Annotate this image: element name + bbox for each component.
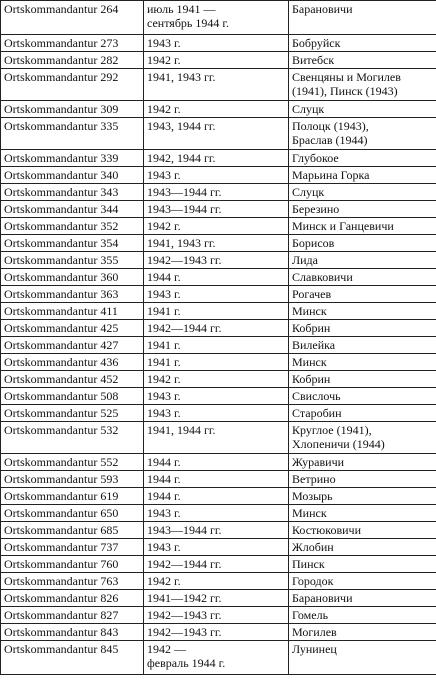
table-row (1, 269, 436, 286)
period-cell: 1943 г. (144, 388, 289, 405)
table-row (1, 573, 436, 590)
place-cell: Барановичи (289, 1, 436, 35)
unit-cell: Ortskommandantur 309 (1, 101, 144, 118)
period-cell: 1943 г. (144, 539, 289, 556)
place-cell: Кобрин (289, 320, 436, 337)
place-cell: Жлобин (289, 539, 436, 556)
table-row (1, 69, 436, 101)
place-cell: Вилейка (289, 337, 436, 354)
table-row (1, 556, 436, 573)
unit-cell: Ortskommandantur 525 (1, 405, 144, 422)
table-row (1, 320, 436, 337)
place-cell: Полоцк (1943), Браслав (1944) (289, 118, 436, 150)
place-cell: Славковичи (289, 269, 436, 286)
period-cell: 1941, 1943 гг. (144, 69, 289, 101)
table-row (1, 150, 436, 167)
table-body (1, 1, 436, 675)
unit-cell: Ortskommandantur 264 (1, 1, 144, 35)
period-cell: 1942 г. (144, 52, 289, 69)
place-cell: Старобин (289, 405, 436, 422)
unit-cell: Ortskommandantur 425 (1, 320, 144, 337)
table-row (1, 354, 436, 371)
table-row (1, 405, 436, 422)
period-cell: 1942 — февраль 1944 г. (144, 641, 289, 675)
table-row (1, 1, 436, 35)
period-cell: 1943—1944 гг. (144, 184, 289, 201)
unit-cell: Ortskommandantur 411 (1, 303, 144, 320)
table-row (1, 218, 436, 235)
period-cell: 1942 г. (144, 573, 289, 590)
place-cell: Круглое (1941), Хлопеничи (1944) (289, 422, 436, 454)
period-cell: 1941—1942 гг. (144, 590, 289, 607)
table-row (1, 454, 436, 471)
table-row (1, 101, 436, 118)
table-row (1, 590, 436, 607)
unit-cell: Ortskommandantur 340 (1, 167, 144, 184)
place-cell: Свислочь (289, 388, 436, 405)
place-cell: Слуцк (289, 184, 436, 201)
unit-cell: Ortskommandantur 763 (1, 573, 144, 590)
place-cell: Свенцяны и Могилев (1941), Пинск (1943) (289, 69, 436, 101)
place-cell: Костюковичи (289, 522, 436, 539)
period-cell: 1943—1944 гг. (144, 522, 289, 539)
unit-cell: Ortskommandantur 427 (1, 337, 144, 354)
table-row (1, 624, 436, 641)
unit-cell: Ortskommandantur 355 (1, 252, 144, 269)
place-cell: Минск (289, 354, 436, 371)
table-row (1, 422, 436, 454)
table-row (1, 303, 436, 320)
table-row (1, 252, 436, 269)
place-cell: Журавичи (289, 454, 436, 471)
unit-cell: Ortskommandantur 335 (1, 118, 144, 150)
table-row (1, 539, 436, 556)
unit-cell: Ortskommandantur 508 (1, 388, 144, 405)
table-row (1, 371, 436, 388)
period-cell: 1944 г. (144, 488, 289, 505)
unit-cell: Ortskommandantur 339 (1, 150, 144, 167)
period-cell: 1942 г. (144, 218, 289, 235)
unit-cell: Ortskommandantur 552 (1, 454, 144, 471)
period-cell: 1941 г. (144, 354, 289, 371)
table-row (1, 35, 436, 52)
table-row (1, 52, 436, 69)
place-cell: Марьина Горка (289, 167, 436, 184)
period-cell: 1941, 1943 гг. (144, 235, 289, 252)
place-cell: Лунинец (289, 641, 436, 675)
period-cell: 1943 г. (144, 35, 289, 52)
place-cell: Минск и Ганцевичи (289, 218, 436, 235)
period-cell: 1943, 1944 гг. (144, 118, 289, 150)
place-cell: Лида (289, 252, 436, 269)
place-cell: Городок (289, 573, 436, 590)
place-cell: Минск (289, 303, 436, 320)
period-cell: 1942 г. (144, 101, 289, 118)
unit-cell: Ortskommandantur 845 (1, 641, 144, 675)
place-cell: Борисов (289, 235, 436, 252)
unit-cell: Ortskommandantur 360 (1, 269, 144, 286)
unit-cell: Ortskommandantur 593 (1, 471, 144, 488)
unit-cell: Ortskommandantur 827 (1, 607, 144, 624)
unit-cell: Ortskommandantur 452 (1, 371, 144, 388)
place-cell: Пинск (289, 556, 436, 573)
place-cell: Бобруйск (289, 35, 436, 52)
table-row (1, 235, 436, 252)
unit-cell: Ortskommandantur 826 (1, 590, 144, 607)
place-cell: Кобрин (289, 371, 436, 388)
period-cell: 1942—1943 гг. (144, 607, 289, 624)
period-cell: 1943 г. (144, 505, 289, 522)
table-row (1, 488, 436, 505)
place-cell: Минск (289, 505, 436, 522)
table-row (1, 184, 436, 201)
unit-cell: Ortskommandantur 737 (1, 539, 144, 556)
unit-cell: Ortskommandantur 650 (1, 505, 144, 522)
unit-cell: Ortskommandantur 843 (1, 624, 144, 641)
period-cell: 1944 г. (144, 454, 289, 471)
place-cell: Слуцк (289, 101, 436, 118)
table-row (1, 607, 436, 624)
unit-cell: Ortskommandantur 282 (1, 52, 144, 69)
period-cell: 1943—1944 гг. (144, 201, 289, 218)
unit-cell: Ortskommandantur 344 (1, 201, 144, 218)
place-cell: Рогачев (289, 286, 436, 303)
table-row (1, 522, 436, 539)
table-row (1, 286, 436, 303)
place-cell: Гомель (289, 607, 436, 624)
unit-cell: Ortskommandantur 343 (1, 184, 144, 201)
table-row (1, 118, 436, 150)
unit-cell: Ortskommandantur 352 (1, 218, 144, 235)
table-row (1, 641, 436, 675)
table-row (1, 471, 436, 488)
period-cell: 1942, 1944 гг. (144, 150, 289, 167)
place-cell: Ветрино (289, 471, 436, 488)
unit-cell: Ortskommandantur 354 (1, 235, 144, 252)
unit-cell: Ortskommandantur 363 (1, 286, 144, 303)
unit-cell: Ortskommandantur 292 (1, 69, 144, 101)
period-cell: 1941, 1944 гг. (144, 422, 289, 454)
table-row (1, 201, 436, 218)
period-cell: 1944 г. (144, 471, 289, 488)
period-cell: июль 1941 — сентябрь 1944 г. (144, 1, 289, 35)
unit-cell: Ortskommandantur 273 (1, 35, 144, 52)
unit-cell: Ortskommandantur 619 (1, 488, 144, 505)
unit-cell: Ortskommandantur 436 (1, 354, 144, 371)
place-cell: Глубокое (289, 150, 436, 167)
period-cell: 1941 г. (144, 337, 289, 354)
period-cell: 1942—1944 гг. (144, 320, 289, 337)
period-cell: 1943 г. (144, 286, 289, 303)
period-cell: 1942 г. (144, 371, 289, 388)
period-cell: 1942—1944 гг. (144, 556, 289, 573)
table-row (1, 337, 436, 354)
place-cell: Могилев (289, 624, 436, 641)
period-cell: 1944 г. (144, 269, 289, 286)
unit-cell: Ortskommandantur 685 (1, 522, 144, 539)
place-cell: Мозырь (289, 488, 436, 505)
table-row (1, 167, 436, 184)
table-row (1, 388, 436, 405)
period-cell: 1942—1943 гг. (144, 252, 289, 269)
period-cell: 1943 г. (144, 167, 289, 184)
unit-cell: Ortskommandantur 760 (1, 556, 144, 573)
place-cell: Витебск (289, 52, 436, 69)
unit-cell: Ortskommandantur 532 (1, 422, 144, 454)
place-cell: Березино (289, 201, 436, 218)
table-row (1, 505, 436, 522)
period-cell: 1943 г. (144, 405, 289, 422)
period-cell: 1941 г. (144, 303, 289, 320)
place-cell: Барановичи (289, 590, 436, 607)
period-cell: 1942—1943 гг. (144, 624, 289, 641)
